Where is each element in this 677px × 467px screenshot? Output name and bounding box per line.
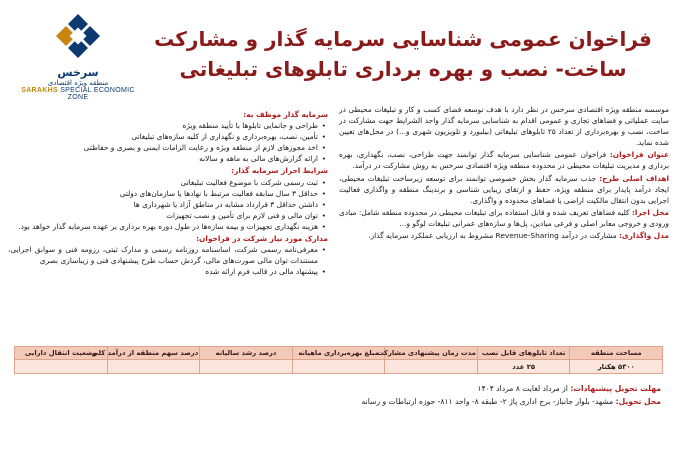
table-header-cell: تعداد تابلوهای قابل نصب (477, 347, 570, 360)
table-header-cell: مدت زمان پیشنهادی مشارکت (385, 347, 478, 360)
delivery-label: محل تحویل: (615, 397, 661, 406)
title-line-2: ساخت- نصب و بهره برداری تابلوهای تبلیغاتی (179, 57, 627, 81)
goals-paragraph (339, 173, 669, 206)
list-item: • حداقل ۳ سال سابقه فعالیت مرتبط با نهادها یا سازمان‌های دولتی (8, 188, 326, 199)
header (8, 6, 669, 106)
logo-brand: SARAKHS (21, 87, 58, 94)
logo-name: سرخس (57, 66, 99, 79)
call-title-text: فراخوان عمومی شناسایی سرمایه گذار توانمند جهت طراحی، نصب، نگهداری، بهره برداری و مدیریت تبلیغات محیطی در محدوده منطقه ویژه اقتصادی سرخس به روش مشارکت در درآمد. (339, 150, 669, 171)
deadline-text: از مرداد لغایت ۸ مرداد ۱۴۰۴ (477, 384, 568, 393)
specs-table-wrapper (14, 346, 663, 374)
table-cell (385, 360, 478, 374)
table-cell: ۲۵ عدد (477, 360, 570, 374)
location-text: کلیه فضاهای تعریف شده و قابل استفاده برای تبلیغات محیطی در محدوده منطقه شامل: مبادی ورودی و خروجی معابر اصلی و فرعی میادین، پل‌ها و سازه‌های عمرانی تبلیغات لوگو و... (339, 207, 669, 228)
list-item: • اخذ مجوزهای لازم از منطقه ویژه و رعایت الزامات ایمنی و بصری و حفاظتی (8, 142, 326, 153)
list-item: • توان مالی و فنی لازم برای تأمین و نصب تجهیزات (8, 210, 326, 221)
call-title-label: عنوان فراخوان: (609, 150, 670, 160)
location-label: محل اجرا: (631, 207, 669, 217)
intro-text: موسسه منطقه ویژه اقتصادی سرخس در نظر دارد با هدف توسعه فضای کسب و کار و تبلیغات محیطی در سایت عملیاتی و فضاهای تجاری و عمومی اقدام به شناسایی سرمایه گذار واجد الشرایط جهت مشارکت در ساخت، نصب و بهره‌برداری از تعداد ۲۵ تابلوهای تبلیغاتی (بیلبورد و تلویزیون شهری و...) در محل‌های تعیین شده نماید. (339, 105, 669, 148)
required-docs-list (8, 244, 328, 277)
delivery-line (16, 395, 661, 408)
investor-duties-list (8, 120, 328, 164)
table-cell: ۵۳۰۰ هکتار (570, 360, 663, 374)
table-cell (107, 360, 200, 374)
table-row (15, 360, 663, 374)
partnership-text: مشارکت در درآمد Revenue-Sharing مشروط به ارزیابی عملکرد سرمایه گذار. (368, 231, 617, 241)
call-title-paragraph (339, 149, 669, 171)
footer-info (16, 382, 661, 408)
partnership-label: مدل واگذاری: (618, 231, 669, 241)
list-item: • معرفی‌نامه رسمی شرکت، اساسنامه روزنامه رسمی و مدارک ثبتی، رزومه فنی و سوابق اجرایی، مستندات توان مالی صورت‌های مالی، گردش حساب طرح پیشنهادی فنی و زیباسازی بصری (8, 244, 326, 266)
list-item: • داشتن حداقل ۳ قرارداد مشابه در مناطق آزاد یا شهرداری ها (8, 199, 326, 210)
list-item: • تأمین، نصب، بهره‌برداری و نگهداری از کلیه سازه‌های تبلیغاتی (8, 131, 326, 142)
list-item: • هزینه نگهداری تجهیزات و بیمه سازه‌ها در طول دوره بهره برداری بر عهده سرمایه گذار خواهد بود. (8, 221, 326, 232)
specs-table (14, 346, 663, 374)
table-header-cell: مساحت منطقه (570, 347, 663, 360)
table-cell (15, 360, 108, 374)
deadline-line (16, 382, 661, 395)
list-item: • پیشنهاد مالی در قالب فرم ارائه شده (8, 266, 326, 277)
list-item: • ثبت رسمی شرکت با موضوع فعالیت تبلیغاتی (8, 177, 326, 188)
table-header-row (15, 347, 663, 360)
logo-name-english (18, 87, 138, 101)
logo-brand-rest: SPECIAL ECONOMIC ZONE (60, 87, 135, 101)
logo-subtitle: منطقه ویژه اقتصادی (47, 79, 109, 87)
location-paragraph (339, 207, 669, 229)
left-column (8, 108, 328, 277)
table-cell (292, 360, 385, 374)
table-cell (200, 360, 293, 374)
investor-duties-title: سرمایه گذار موظف به: (243, 110, 328, 119)
required-docs-title: مدارک مورد نیاز شرکت در فراخوان: (196, 234, 328, 244)
goals-text: جذب سرمایه گذار بخش خصوصی توانمند برای توسعه زیرساخت تبلیغات محیطی، ایجاد درآمد پایدار برای منطقه ویژه، حفظ و ارتقای زیبایی شناسی و برندینگ منطقه و واگذاری فعالیت اجرایی بدون انتقال مالکیت اراضی یا فضاهای محدوده و واگذاری. (339, 173, 669, 205)
table-header-cell: درصد سهم منطقه از درآمد کلی (107, 347, 200, 360)
delivery-text: مشهد- بلوار جانباز- برج اداری پاژ ۲- طبقه ۸- واحد ۸۱۱- حوزه ارتباطات و رسانه (361, 397, 614, 406)
title-block (143, 24, 663, 84)
body-columns (8, 104, 669, 336)
emblem-icon (48, 12, 108, 64)
table-header-cell: درصد رشد سالیانه (200, 347, 293, 360)
intro-paragraph (339, 104, 669, 148)
right-column (339, 104, 669, 242)
logo (18, 12, 138, 104)
deadline-label: مهلت تحویل پیشنهادات: (570, 384, 661, 393)
table-header-cell: وضعیت انتقال دارایی (15, 347, 108, 360)
goals-label: اهداف اصلی طرح: (599, 173, 670, 183)
table-header-cell: مبلغ بهره‌برداری ماهیانه (292, 347, 385, 360)
investor-conditions-list (8, 177, 328, 232)
title-line-1: فراخوان عمومی شناسایی سرمایه گذار و مشارکت (154, 27, 652, 51)
list-item: • ارائه گزارش‌های مالی به ماهه و سالانه (8, 153, 326, 164)
partnership-paragraph (339, 230, 669, 241)
investor-conditions-title: شرایط احراز سرمایه گذار: (231, 166, 328, 176)
list-item: • طراحی و جانمایی تابلوها با تأیید منطقه ویژه (8, 120, 326, 131)
